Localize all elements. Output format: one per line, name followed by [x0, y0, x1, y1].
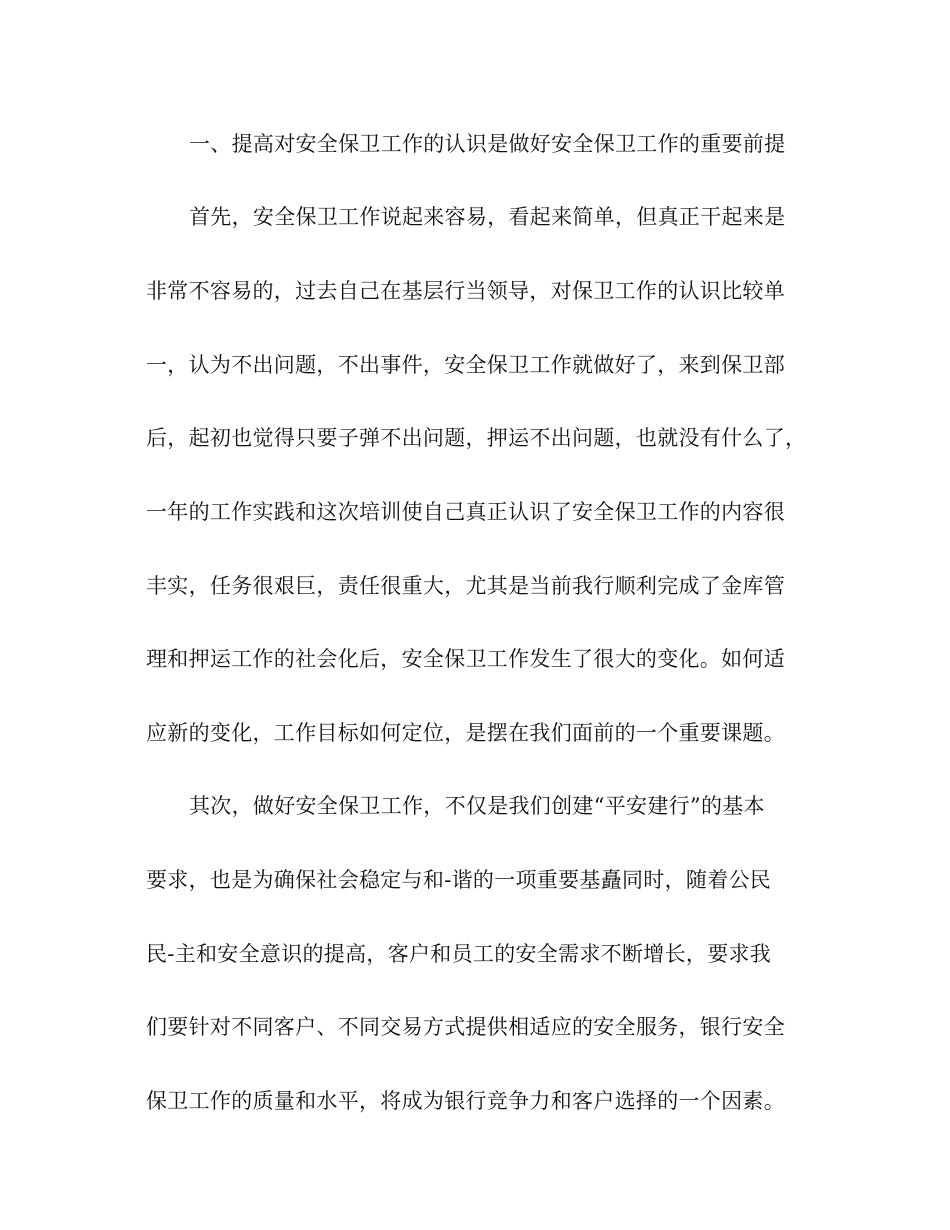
paragraph-line: 要求，也是为确保社会稳定与和-谐的一项重要基矗同时，随着公民 — [146, 868, 772, 892]
paragraph-line: 丰实，任务很艰巨，责任很重大，尤其是当前我行顺利完成了金库管 — [146, 574, 785, 598]
paragraph-line: 首先，安全保卫工作说起来容易，看起来简单，但真正干起来是 — [189, 205, 786, 229]
paragraph-line: 一，认为不出问题，不出事件，安全保卫工作就做好了，来到保卫部 — [146, 353, 785, 377]
paragraph-line: 应新的变化，工作目标如何定位，是摆在我们面前的一个重要课题。 — [146, 721, 785, 745]
paragraph-line: 一年的工作实践和这次培训使自己真正认识了安全保卫工作的内容很 — [146, 500, 785, 524]
paragraph-line: 理和押运工作的社会化后，安全保卫工作发生了很大的变化。如何适 — [146, 647, 785, 671]
paragraph-line: 其次，做好安全保卫工作，不仅是我们创建“平安建行”的基本 — [189, 794, 765, 818]
section-heading: 一、提高对安全保卫工作的认识是做好安全保卫工作的重要前提 — [189, 132, 786, 156]
paragraph-line: 后，起初也觉得只要子弹不出问题，押运不出问题，也就没有什么了， — [146, 426, 807, 450]
paragraph-line: 非常不容易的，过去自己在基层行当领导，对保卫工作的认识比较单 — [146, 279, 785, 303]
paragraph-line: 保卫工作的质量和水平，将成为银行竞争力和客户选择的一个因素。 — [146, 1089, 785, 1113]
paragraph-line: 民-主和安全意识的提高，客户和员工的安全需求不断增长，要求我 — [146, 942, 772, 966]
paragraph-line: 们要针对不同客户、不同交易方式提供相适应的安全服务，银行安全 — [146, 1015, 785, 1039]
